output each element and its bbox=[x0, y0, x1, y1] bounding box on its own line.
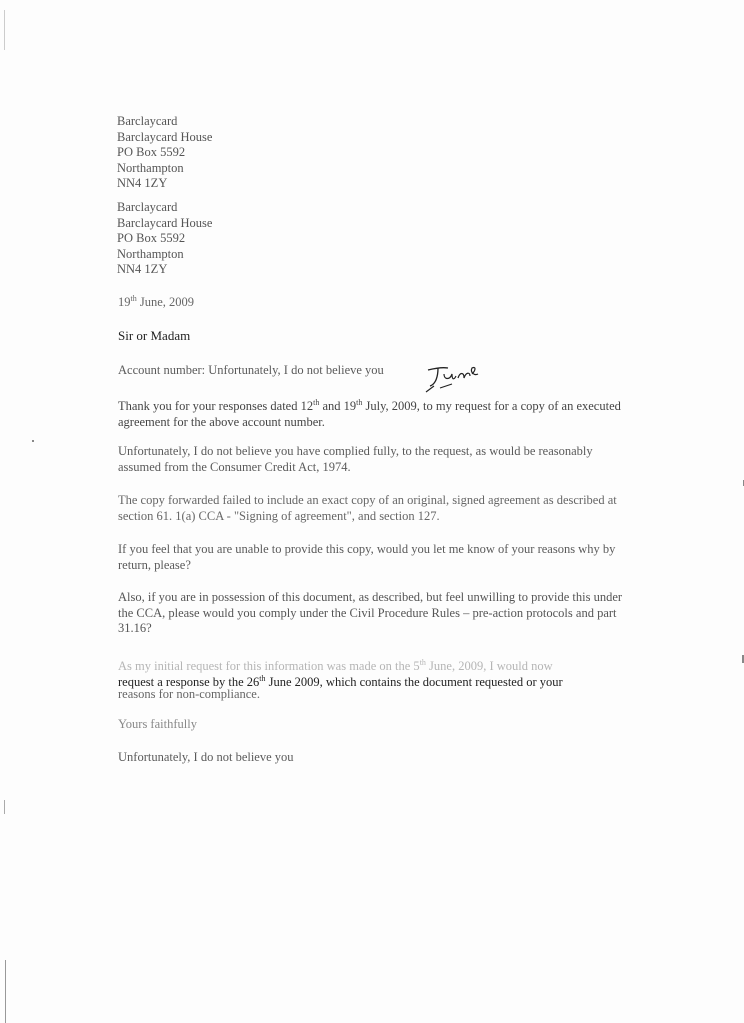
p1-text-b: and 19 bbox=[319, 399, 357, 414]
p6-line1-a: As my initial request for this information was made on the 5 bbox=[118, 659, 420, 674]
handwritten-june-annotation bbox=[422, 362, 482, 394]
recipient-address-2 bbox=[117, 200, 212, 278]
paragraph-thank-you bbox=[118, 395, 638, 430]
account-number-line: Account number: Unfortunately, I do not believe you bbox=[118, 363, 384, 377]
p6-line1-b: June, 2009, I would now bbox=[425, 659, 553, 674]
date-suffix: th bbox=[130, 294, 137, 303]
paragraph-initial-request-line-3: reasons for non-compliance. bbox=[118, 687, 260, 701]
address-line: NN4 1ZY bbox=[117, 262, 168, 276]
p1-text-a: Thank you for your responses dated 12 bbox=[118, 399, 314, 414]
letter-date bbox=[118, 294, 194, 310]
paragraph-civil-procedure: Also, if you are in possession of this document, as described, but feel unwilling to provide this under the CCA, please would you comply under the Civil Procedure Rules – pre-action protocols and part 31.16? bbox=[118, 590, 623, 635]
address-line: Barclaycard House bbox=[117, 129, 213, 144]
signature-line: Unfortunately, I do not believe you bbox=[118, 750, 294, 764]
recipient-address-1 bbox=[117, 114, 212, 192]
date-day: 19 bbox=[118, 295, 131, 310]
address-line: PO Box 5592 bbox=[117, 145, 186, 159]
p6-line1-sup: th bbox=[419, 658, 426, 667]
address-line: Barclaycard bbox=[117, 200, 178, 214]
p6-line2-b: June 2009, which contains the document requested or your bbox=[265, 675, 563, 690]
scan-artifact bbox=[4, 10, 5, 50]
p6-line2-sup: th bbox=[259, 674, 266, 683]
address-line: NN4 1ZY bbox=[117, 176, 168, 190]
scan-artifact bbox=[5, 960, 6, 1023]
paragraph-copy-failed: The copy forwarded failed to include an exact copy of an original, signed agreement as described at section 61. 1(a) CCA - "Signing of agreement", and section 127. bbox=[118, 493, 617, 523]
closing: Yours faithfully bbox=[118, 717, 197, 731]
address-line: Northampton bbox=[117, 160, 184, 175]
address-line: PO Box 5592 bbox=[117, 231, 186, 245]
scan-artifact bbox=[32, 440, 34, 442]
date-rest: June, 2009 bbox=[136, 295, 195, 310]
address-line: Barclaycard bbox=[117, 114, 178, 128]
p1-sup-1: th bbox=[313, 398, 320, 407]
p6-line2-a: request a response by the 26 bbox=[118, 675, 260, 690]
paragraph-unable-to-provide: If you feel that you are unable to provide this copy, would you let me know of your reasons why by return, please? bbox=[118, 542, 616, 572]
p1-sup-2: th bbox=[356, 398, 363, 407]
paragraph-not-complied: Unfortunately, I do not believe you have complied fully, to the request, as would be reasonably assumed from the Consumer Credit Act, 1974. bbox=[118, 444, 593, 474]
p1-text-c: July, 2009, to my request for a copy of an executed agreement for the above account number. bbox=[118, 399, 621, 429]
handwriting-text: June bbox=[422, 362, 424, 363]
scan-artifact bbox=[4, 800, 5, 814]
address-line: Northampton bbox=[117, 246, 184, 261]
address-line: Barclaycard House bbox=[117, 215, 213, 230]
salutation: Sir or Madam bbox=[118, 328, 191, 343]
